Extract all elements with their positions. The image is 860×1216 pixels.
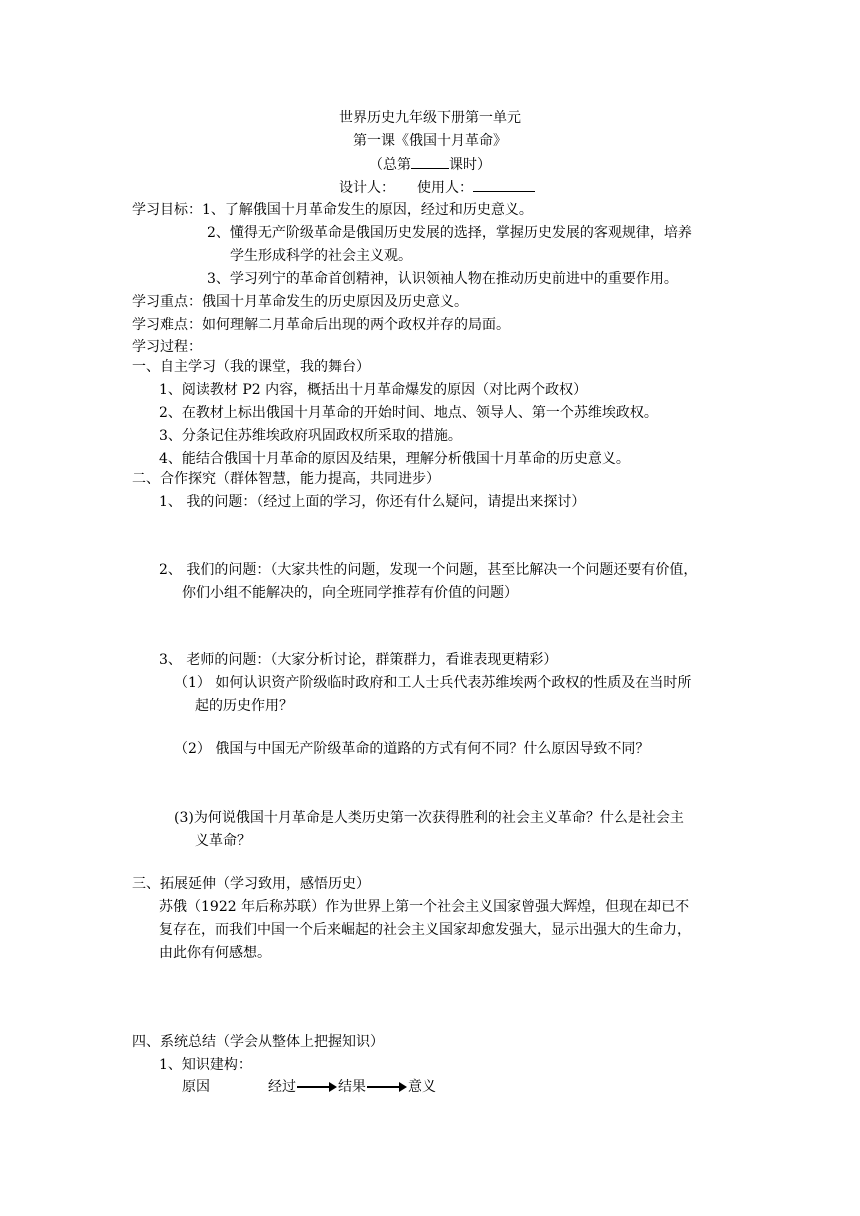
objective-2-line1: 2、懂得无产阶级革命是俄国历史发展的选择，掌握历史发展的客观规律，培养	[207, 225, 692, 241]
knowledge-flow	[182, 1077, 436, 1097]
arrow-right-icon	[367, 1081, 407, 1093]
user-label: 使用人：	[417, 180, 473, 196]
section1-item-1: 1、阅读教材 P2 内容，概括出十月革命爆发的原因（对比两个政权）	[159, 382, 588, 398]
objective-1: 1、了解俄国十月革命发生的原因，经过和历史意义。	[202, 202, 533, 218]
section3-line1: 苏俄（1922 年后称苏联）作为世界上第一个社会主义国家曾强大辉煌，但现在却已不	[159, 899, 690, 915]
section3-line2: 复存在，而我们中国一个后来崛起的社会主义国家却愈发强大，显示出强大的生命力，	[159, 922, 691, 938]
period-blank[interactable]	[411, 154, 449, 169]
question-ours-line1: 2、 我们的问题：（大家共性的问题，发现一个问题，甚至比解决一个问题还要有价值，	[159, 562, 698, 578]
section2-heading: 二、合作探究（群体智慧，能力提高，共同进步）	[132, 471, 440, 487]
difficult-point: 学习难点：如何理解二月革命后出现的两个政权并存的局面。	[132, 317, 510, 333]
teacher-subq-3-line1: (3)为何说俄国十月革命是人类历史第一次获得胜利的社会主义革命？什么是社会主	[174, 810, 684, 826]
period-line	[0, 154, 860, 175]
flow-result: 结果	[338, 1079, 366, 1095]
section1-heading: 一、自主学习（我的课堂，我的舞台）	[132, 359, 370, 375]
teacher-subq-1-line2: 起的历史作用？	[195, 698, 293, 714]
designer-label: 设计人：	[339, 180, 395, 196]
objective-2-line2: 学生形成科学的社会主义观。	[230, 248, 412, 264]
flow-significance: 意义	[408, 1079, 436, 1095]
doc-title: 世界历史九年级下册第一单元	[339, 110, 521, 126]
flow-cause: 原因	[182, 1079, 210, 1095]
author-line	[339, 177, 535, 198]
section1-item-4: 4、能结合俄国十月革命的原因及结果，理解分析俄国十月革命的历史意义。	[159, 451, 630, 467]
section4-sub: 1、知识建构：	[159, 1057, 252, 1073]
question-teacher: 3、 老师的问题：（大家分析讨论，群策群力，看谁表现更精彩）	[159, 652, 558, 668]
question-mine: 1、 我的问题：（经过上面的学习，你还有什么疑问，请提出来探讨）	[159, 494, 586, 510]
arrow-right-icon	[297, 1081, 337, 1093]
objective-3: 3、学习列宁的革命首创精神，认识领袖人物在推动历史前进中的重要作用。	[207, 271, 678, 287]
section4-heading: 四、系统总结（学会从整体上把握知识）	[132, 1034, 384, 1050]
objectives-line1	[132, 200, 533, 220]
process-label: 学习过程：	[132, 339, 202, 355]
flow-process: 经过	[268, 1079, 296, 1095]
key-point: 学习重点：俄国十月革命发生的历史原因及历史意义。	[132, 294, 468, 310]
teacher-subq-2: （2） 俄国与中国无产阶级革命的道路的方式有何不同？什么原因导致不同？	[174, 741, 650, 757]
section3-heading: 三、拓展延伸（学习致用，感悟历史）	[132, 876, 370, 892]
teacher-subq-1-line1: （1） 如何认识资产阶级临时政府和工人士兵代表苏维埃两个政权的性质及在当时所	[174, 675, 692, 691]
section1-item-3: 3、分条记住苏维埃政府巩固政权所采取的措施。	[159, 428, 462, 444]
objectives-label: 学习目标：	[132, 202, 202, 218]
period-prefix: （总第	[369, 157, 411, 173]
teacher-subq-3-line2: 义革命？	[195, 833, 251, 849]
period-suffix: 课时）	[449, 157, 491, 173]
user-blank[interactable]	[473, 177, 535, 192]
question-ours-line2: 你们小组不能解决的，向全班同学推荐有价值的问题）	[182, 585, 518, 601]
lesson-title: 第一课《俄国十月革命》	[353, 133, 507, 149]
section3-line3: 由此你有何感想。	[159, 945, 271, 961]
section1-item-2: 2、在教材上标出俄国十月革命的开始时间、地点、领导人、第一个苏维埃政权。	[159, 405, 658, 421]
